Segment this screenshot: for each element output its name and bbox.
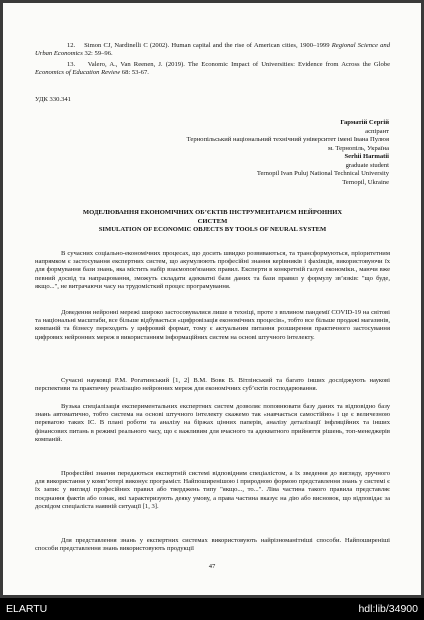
author-city-ua: м. Тернопіль, Україна — [327, 144, 389, 152]
title-ua-line-1: МОДЕЛЮВАННЯ ЕКОНОМІЧНИХ ОБ’ЄКТІВ ІНСТРУМЕНТАРІЄМ НЕЙРОННИХ — [82, 209, 343, 216]
paragraph-4: Вузька спеціалізація експериментальних експертних систем дозволяє поповнювати базу даних та відповідно базу знань автоматично, тобто система на основі штучного інтелекту скажемо так «навчається самостійно» і це є величезною перевагою таких ІС. В плані роботи та аналізу на біржах цінних паперів, аналізу деталізації інфляційних та інших фінансових питань в режимі реального часу, що є важливим для вчасного та адекватного прийняття рішень, топ-менеджерів компаній. — [35, 403, 390, 443]
reference-number: 13. — [67, 61, 76, 68]
paragraph-3: Сучасні науковці Р.М. Рогатинський [1, 2] В.М. Вовк В. Вітлінський та багато інших досліджують наукові перспективи та практичну реалізацію нейронних мереж для економічних суб’єктів господарювання. — [35, 377, 390, 393]
reference-12: 12. Simon CJ, Nardinelli C (2002). Human capital and the rise of American cities, 1900–1999 Regional Science and Urban Economics 32: 59–96. — [35, 42, 390, 58]
author-org-en: Ternopil Ivan Puluj National Technical University — [256, 170, 389, 177]
author-role-ua: аспірант — [365, 127, 389, 135]
title-ua-line-2: СИСТЕМ — [197, 217, 228, 225]
author-role-en: graduate student — [345, 161, 389, 169]
handle-link[interactable]: hdl:lib/34900 — [358, 603, 418, 615]
udc-code: УДК 330.341 — [35, 96, 71, 103]
author-org-ua: Тернопільський національний технічний університет імені Івана Пулюя — [186, 136, 389, 143]
reference-number: 12. — [67, 42, 76, 49]
repository-footer — [0, 598, 424, 620]
repository-name: ELARTU — [6, 603, 48, 615]
paragraph-1: В сучасних соціально-економічних процесах, що досить швидко розвиваються, та трансформуються, пріоритетним напрямком є застосування експертних систем, що акумулюють професійні знання керівників і фахівців, використовуючи їх для формування бази знань, яка містить набір взаємопов'язаних правил. Експерти в конкретній галузі економіки., маючи вже певний досвід та напрацювання, зможуть складати адекватні бази даних та бази правил у формулу зв’язків: "що буде, якщо...", не витрачаючи часу на трудомісткий процес програмування. — [35, 250, 390, 290]
author-city-en: Ternopil, Ukraine — [342, 178, 389, 186]
reference-journal: Economics of Education Review — [35, 69, 121, 77]
author-name-en: Serhii Harmatii — [344, 153, 389, 160]
paragraph-6: Для представлення знань у експертних системах використовують найрізноманітніші способи. Найпоширеніші способи представлення знань використовують продукції — [35, 537, 390, 553]
paragraph-2: Доведення нейронні мережі широко застосовувалися лише в техніці, проте з вплином пандемії COVID-19 на світові та національні масштаби, все більше відбувається «цифровізація економічних процесів», тобто все більше продажі магазинів, компаній та бізнесу переходить у цифровий формат, тому є актуальним питання розширення практичного застосування цифрових нейронних мереж в використанням інформаційних систем на основі штучного інтелекту. — [35, 309, 390, 341]
document-page — [3, 3, 421, 595]
title-en: SIMULATION OF ECONOMIC OBJECTS BY TOOLS OF NEURAL SYSTEM — [98, 226, 327, 233]
reference-journal: Regional Science and Urban Economics — [35, 42, 390, 58]
page-number: 47 — [208, 563, 216, 570]
author-name-ua: Гарматій Сергій — [340, 119, 389, 126]
reference-13: 13. Valero, A., Van Reenen, J. (2019). The Economic Impact of Universities: Evidence from Across the Globe Economics of Education Review 68: 53-67. — [35, 61, 390, 77]
paragraph-5: Професійні знання передаються експертній системі відповідним спеціалістом, а їх зведення до вигляду, зручного для використання у комп’ютері виконує програміст. Найпоширенішою і природною формою представлення знань у системі є їх запис у вигляді професійних правил або тверджень типу "якщо..., то...". Ліва частина такого правила представляє поєднання фактів або ознак, які характеризують деяку умову, а права частина вказує на дію або висновок, що відповідає за досвідом спеціаліста наявній ситуації [1, 3]. — [35, 470, 390, 510]
